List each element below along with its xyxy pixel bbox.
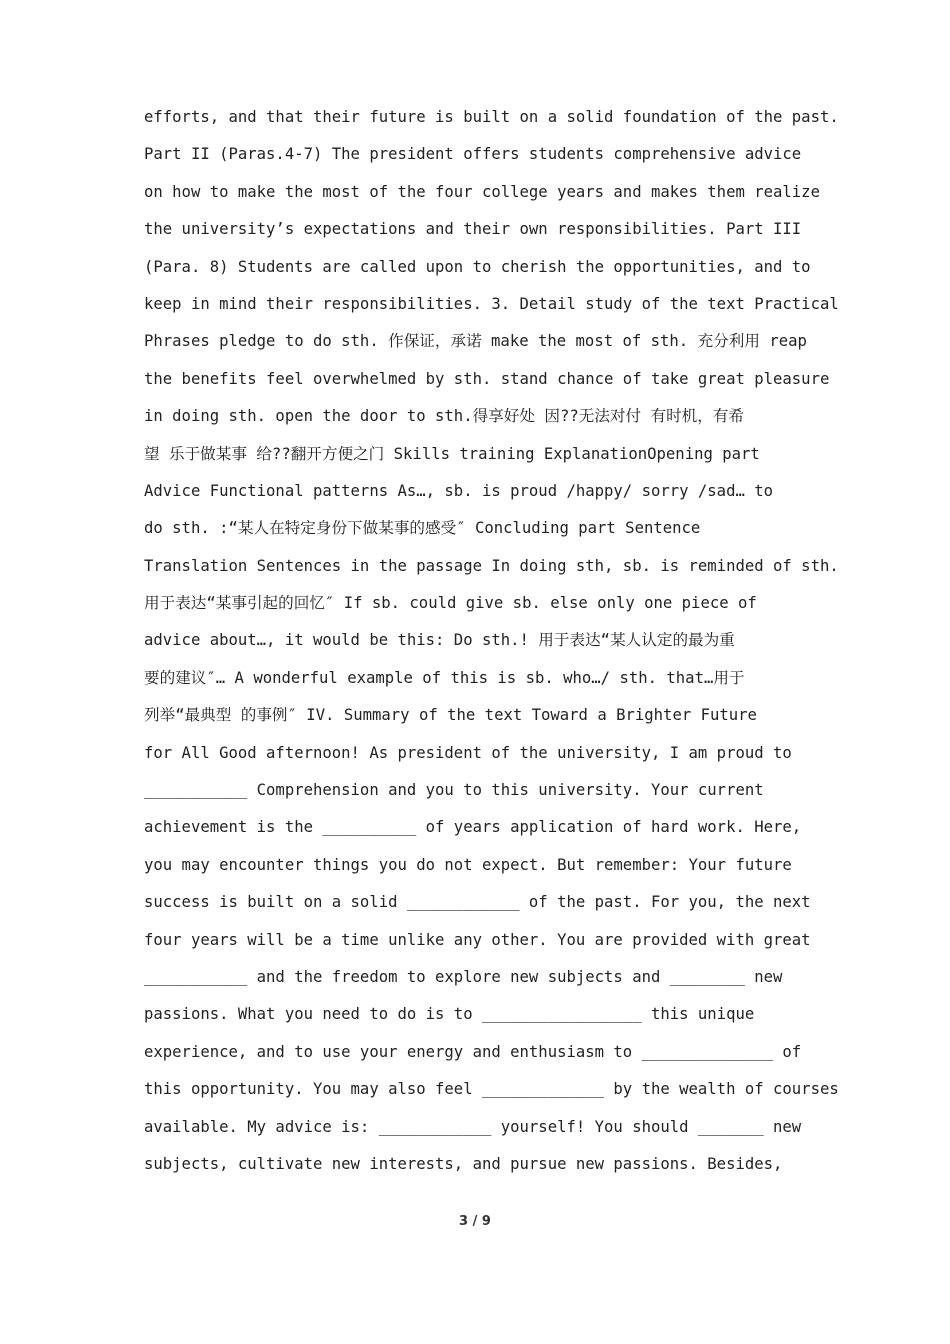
text-line: in doing sth. open the door to sth.得享好处 因??无法对付 有时机，有希	[144, 407, 745, 426]
text-line: Advice Functional patterns As…, sb. is proud /happy/ sorry /sad… to	[144, 481, 774, 500]
text-line: this opportunity. You may also feel _____________ by the wealth of courses	[144, 1080, 839, 1099]
text-line: on how to make the most of the four college years and makes them realize	[144, 182, 820, 201]
text-line: ___________ Comprehension and you to this university. Your current	[144, 781, 764, 800]
text-line: 用于表达“某事引起的回忆″ If sb. could give sb. else only one piece of	[144, 594, 757, 613]
text-line: the university’s expectations and their own responsibilities. Part III	[144, 220, 802, 239]
text-line: Translation Sentences in the passage In doing sth, sb. is reminded of sth.	[144, 556, 839, 575]
text-line: ___________ and the freedom to explore new subjects and ________ new	[144, 967, 783, 986]
text-line: Part II (Paras.4-7) The president offers students comprehensive advice	[144, 145, 802, 164]
text-line: 列举“最典型 的事例″ IV. Summary of the text Toward a Brighter Future	[144, 706, 757, 725]
text-line: the benefits feel overwhelmed by sth. stand chance of take great pleasure	[144, 369, 830, 388]
text-line: subjects, cultivate new interests, and pursue new passions. Besides,	[144, 1154, 783, 1173]
text-line: achievement is the __________ of years application of hard work. Here,	[144, 818, 802, 837]
text-line: keep in mind their responsibilities. 3. Detail study of the text Practical	[144, 294, 839, 313]
text-line: you may encounter things you do not expect. But remember: Your future	[144, 855, 792, 874]
text-line: success is built on a solid ____________ of the past. For you, the next	[144, 893, 811, 912]
text-line: advice about…, it would be this: Do sth.! 用于表达“某人认定的最为重	[144, 631, 735, 650]
text-line: available. My advice is: ____________ yourself! You should _______ new	[144, 1117, 802, 1136]
document-body	[144, 99, 844, 1183]
text-line: experience, and to use your energy and enthusiasm to ______________ of	[144, 1042, 802, 1061]
text-line: 要的建议″… A wonderful example of this is sb. who…/ sth. that…用于	[144, 668, 745, 687]
text-line: four years will be a time unlike any other. You are provided with great	[144, 930, 811, 949]
page-number: 3 / 9	[459, 1214, 491, 1229]
text-line: passions. What you need to do is to _________________ this unique	[144, 1005, 755, 1024]
text-line: (Para. 8) Students are called upon to cherish the opportunities, and to	[144, 257, 811, 276]
text-line: do sth. :“某人在特定身份下做某事的感受″ Concluding part Sentence	[144, 519, 701, 538]
text-line: Phrases pledge to do sth. 作保证，承诺 make the most of sth. 充分利用 reap	[144, 332, 807, 351]
text-line: efforts, and that their future is built on a solid foundation of the past.	[144, 108, 839, 126]
text-line: 望 乐于做某事 给??翻开方便之门 Skills training ExplanationOpening part	[144, 444, 760, 463]
text-line: for All Good afternoon! As president of the university, I am proud to	[144, 743, 792, 762]
